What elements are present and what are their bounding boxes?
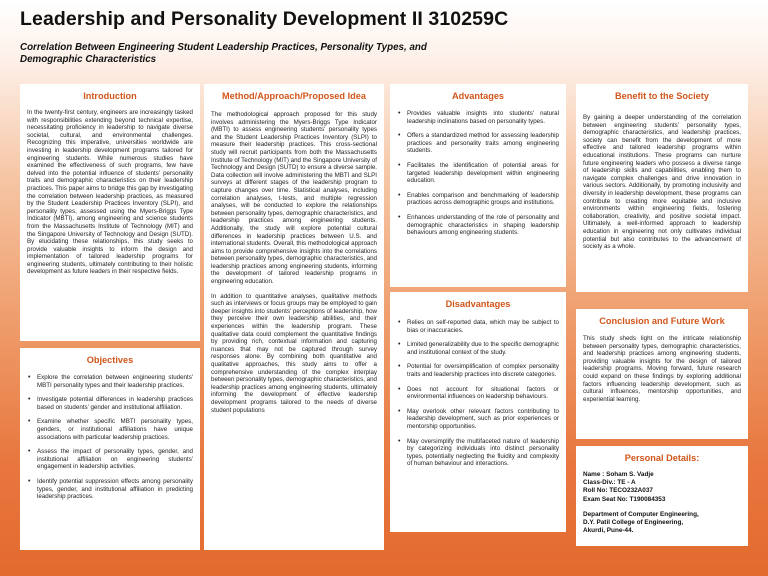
method-heading: Method/Approach/Proposed Idea [222,91,366,101]
college-city: Akurdi, Pune-44. [583,527,634,535]
list-item: • Assess the impact of personality types, gender, and institutional affiliation on engineering students' engagement in leadership activities. [37,448,193,471]
introduction-panel [20,84,200,341]
method-paragraph-2: In addition to quantitative analyses, qualitative methods such as interviews or focus groups may be employed to gain deeper insights into students' perceptions of leadership, how they perceive their own leadership abilities, and their experiences within the leadership program. These qualitative data could complement the quantitative findings by providing rich, contextual information and capturing nuances that may not be captured through survey responses alone. By combining both quantitative and qualitative approaches, this study aims to offer a comprehensive understanding of the complex interplay between personality types, demographic characteristics, and leadership practices among engineering students, ultimately informing the development of effective leadership development programs tailored to the needs of diverse student populations [211,292,377,414]
list-item: • May overlook other relevant factors contributing to leadership development, such as prior experiences or mentorship opportunities. [407,408,559,431]
conclusion-panel [576,309,748,439]
benefit-heading: Benefit to the Society [615,91,709,101]
exam-seat-number: Exam Seat No: T190084353 [583,495,666,503]
department: Department of Computer Engineering, [583,510,699,518]
benefit-text: By gaining a deeper understanding of the correlation between engineering students' personality types, demographic characteristics, and leadership practices, society can benefit from the development of more effective and tailored leadership programs within educational institutions. These programs can nurture future engineering leaders who possess a diverse range of leadership skills and capabilities, enabling them to navigate complex challenges and drive innovation in various sectors. Additionally, by promoting inclusivity and diversity in leadership development, these programs can contribute to creating more equitable and inclusive environments within engineering fields, fostering collaboration, creativity, and positive societal impact. Ultimately, a well-informed approach to leadership education in engineering not only cultivates individual potential but also contributes to the advancement of society as a whole. [583,114,741,251]
list-item: • Enables comparison and benchmarking of leadership practices across demographic groups and institutions. [407,192,559,207]
list-item: • Offers a standardized method for assessing leadership practices and personality traits among engineering students. [407,132,559,155]
advantages-panel [390,84,566,287]
objectives-list [27,374,193,501]
list-item: • Explore the correlation between engineering students' MBTI personality types and their leadership practices. [37,374,193,389]
introduction-heading: Introduction [83,91,137,101]
advantages-heading: Advantages [451,91,505,101]
list-item: • Relies on self-reported data, which may be subject to bias or inaccuracies. [407,319,559,334]
list-item: • May oversimplify the multifaceted nature of leadership by categorizing individuals into distinct personality types, potentially neglecting the fluidity and complexity of human behaviour and interactions. [407,438,559,468]
college-name: D.Y. Patil College of Engineering, [583,519,684,527]
list-item: • Identify potential suppression effects among personality types, gender, and institutional affiliation in predicting leadership practices. [37,478,193,501]
poster-title: Leadership and Personality Development II 310259C [20,8,509,30]
student-class: Class-Div.: TE - A [583,479,636,487]
list-item: • Investigate potential differences in leadership practices based on students' gender and institutional affiliation. [37,396,193,411]
student-name: Name : Soham S. Vadje [583,471,654,478]
disadvantages-heading: Disadvantages [445,299,511,309]
list-item: • Does not account for situational factors or environmental influences on leadership behaviours. [407,386,559,401]
benefit-panel [576,84,748,292]
list-item: • Enhances understanding of the role of personality and demographic characteristics in shaping leadership behaviours among engineering students. [407,214,559,237]
objectives-panel [20,348,200,550]
list-item: • Examine whether specific MBTI personality types, genders, or institutional affiliations have unique associations with particular leadership practices. [37,418,193,441]
list-item: • Facilitates the identification of potential areas for targeted leadership development within engineering education. [407,162,559,185]
introduction-text: In the twenty-first century, engineers are increasingly tasked with responsibilities extending beyond technical expertise, necessitating proficiency in leadership to navigate diverse societal, cultural, and environmental challenges. Recognizing this imperative, universities worldwide are investing in leadership development programs tailored for engineering students. While numerous studies have examined the effectiveness of such programs, few have delved into the potential influence of students' personality traits and demographic characteristics on their leadership practices. This paper aims to bridge this gap by investigating the correlation between leadership practices, as measured by the Student Leadership Practices Inventory (SLPI), and personality types, assessed using the Myers-Briggs Type Indicator (MBTI), among engineering and science students from the Massachusetts Institute of Technology (MIT) and the Singapore University of Technology and Design (SUTD). By elucidating these relationships, this study seeks to provide valuable insights to inform the design and implementation of tailored leadership programs for engineering students, ultimately contributing to their holistic development as future leaders in their respective fields. [27,109,193,276]
list-item: • Provides valuable insights into students' natural leadership inclinations based on personality types. [407,110,559,125]
objectives-heading: Objectives [86,355,134,365]
disadvantages-list [397,319,559,468]
poster-subtitle: Correlation Between Engineering Student Leadership Practices, Personality Types, and Demographic Characteristics [20,42,427,65]
list-item: • Limited generalizability due to the specific demographic and institutional context of the study. [407,341,559,356]
disadvantages-panel [390,292,566,532]
conclusion-heading: Conclusion and Future Work [599,316,725,326]
personal-details-heading: Personal Details: [624,453,700,463]
personal-details-panel [576,446,748,546]
advantages-list [397,110,559,237]
method-panel [204,84,384,550]
list-item: • Potential for oversimplification of complex personality traits and leadership practices into discrete categories. [407,363,559,378]
roll-number: Roll No: TECO232A037 [583,487,653,495]
method-paragraph-1: The methodological approach proposed for this study involves administering the Myers-Briggs Type Indicator (MBTI) to assess engineering students' personality types and the Student Leadership Practices Inventory (SLPI) to measure their leadership practices. This cross-sectional study will recruit participants from both the Massachusetts Institute of Technology (MIT) and the Singapore University of Technology and Design (SUTD) to ensure a diverse sample. Data collection will involve administering the MBTI and SLPI surveys at different stages of the leadership program to capture changes over time. Statistical analyses, including correlation analyses, t-tests, and multiple regression analyses, will be conducted to explore the relationships between personality types, demographic characteristics, and leadership practices among engineering students. Additionally, the study will explore potential cultural differences in leadership practices between U.S. and international students. Overall, this methodological approach aims to provide comprehensive insights into the correlations between personality types, demographic characteristics, and leadership practices among engineering students, informing the development of tailored leadership programs in engineering education. [211,111,378,286]
conclusion-text: This study sheds light on the intricate relationship between personality types, demographic characteristics, and leadership practices among engineering students, providing valuable insights for the design of tailored leadership programs. Moving forward, future research could expand on these findings by exploring additional factors influencing leadership development, such as cultural influences, mentorship opportunities, and experiential learning. [583,335,741,403]
